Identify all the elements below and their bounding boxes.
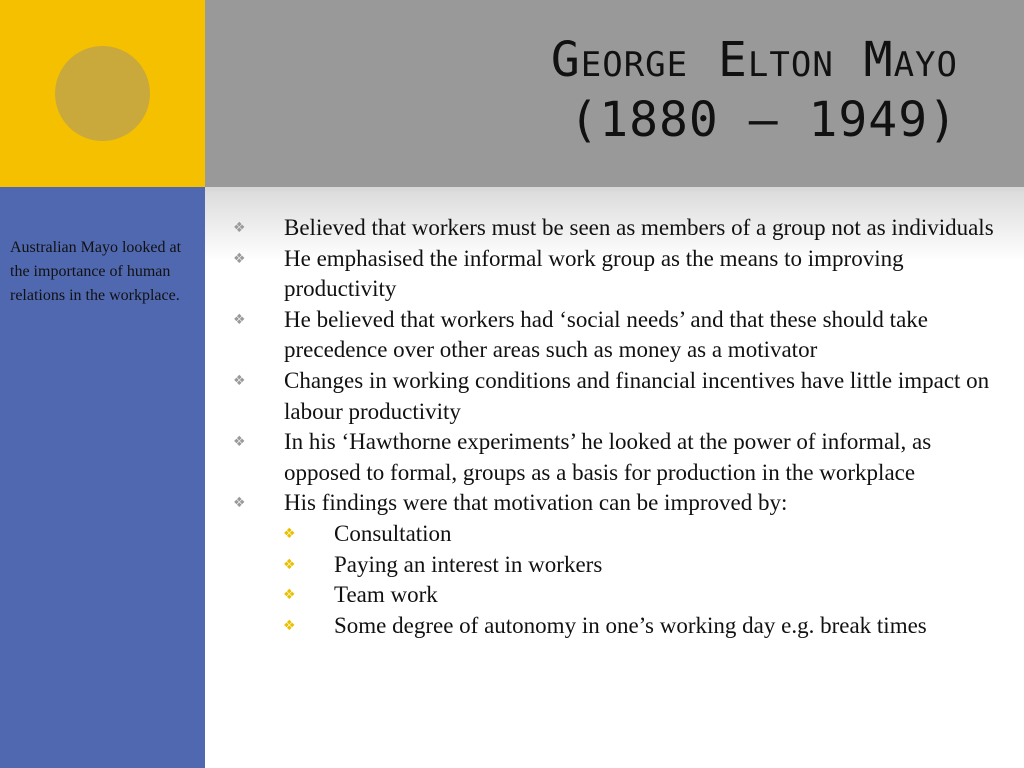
diamond-dots-icon: ❖ xyxy=(233,250,246,267)
bullet-text: Consultation xyxy=(334,520,452,546)
diamond-dots-icon: ❖ xyxy=(233,434,246,451)
title-line-name: George Elton Mayo xyxy=(550,32,958,88)
bullet-list xyxy=(230,213,1010,641)
bullet-text: His findings were that motivation can be improved by: xyxy=(284,490,788,516)
sub-bullet-item xyxy=(230,580,1010,611)
bullet-item xyxy=(230,427,1010,488)
bullet-item xyxy=(230,213,1010,244)
diamond-dots-icon: ❖ xyxy=(233,372,246,389)
diamond-dots-icon: ❖ xyxy=(233,495,246,512)
bullet-text: Some degree of autonomy in one’s working day e.g. break times xyxy=(334,612,927,638)
bullet-text: Changes in working conditions and financial incentives have little impact on labour productivity xyxy=(284,367,990,424)
bullet-item xyxy=(230,366,1010,427)
bullet-item xyxy=(230,244,1010,305)
bullet-item xyxy=(230,488,1010,519)
diamond-dots-icon: ❖ xyxy=(233,220,246,236)
diamond-dots-icon: ❖ xyxy=(283,556,296,573)
bullet-text: Team work xyxy=(334,582,438,608)
decorative-circle xyxy=(55,46,150,141)
bullet-text: Believed that workers must be seen as members of a group not as individuals xyxy=(284,215,994,240)
bullet-text: In his ‘Hawthorne experiments’ he looked at the power of informal, as opposed to formal, groups as a basis for production in the workplace xyxy=(284,429,932,485)
diamond-dots-icon: ❖ xyxy=(283,587,296,604)
side-note: Australian Mayo looked at the importance of human relations in the workplace. xyxy=(10,239,182,304)
bullet-text: Paying an interest in workers xyxy=(334,551,603,577)
title-line-years: (1880 – 1949) xyxy=(569,92,958,148)
sub-bullet-item xyxy=(230,611,1010,642)
bullet-text: He believed that workers had ‘social needs’ and that these should take precedence over other areas such as money as a motivator xyxy=(284,306,928,363)
diamond-dots-icon: ❖ xyxy=(233,311,246,328)
diamond-dots-icon: ❖ xyxy=(283,525,296,542)
sub-bullet-item xyxy=(230,550,1010,581)
sub-bullet-item xyxy=(230,519,1010,550)
slide-title xyxy=(551,30,958,150)
corner-yellow-block xyxy=(0,0,205,187)
bullet-text: He emphasised the informal work group as the means to improving productivity xyxy=(284,245,904,302)
diamond-dots-icon: ❖ xyxy=(283,617,296,634)
bullet-item xyxy=(230,305,1010,366)
title-bar xyxy=(205,0,1024,187)
